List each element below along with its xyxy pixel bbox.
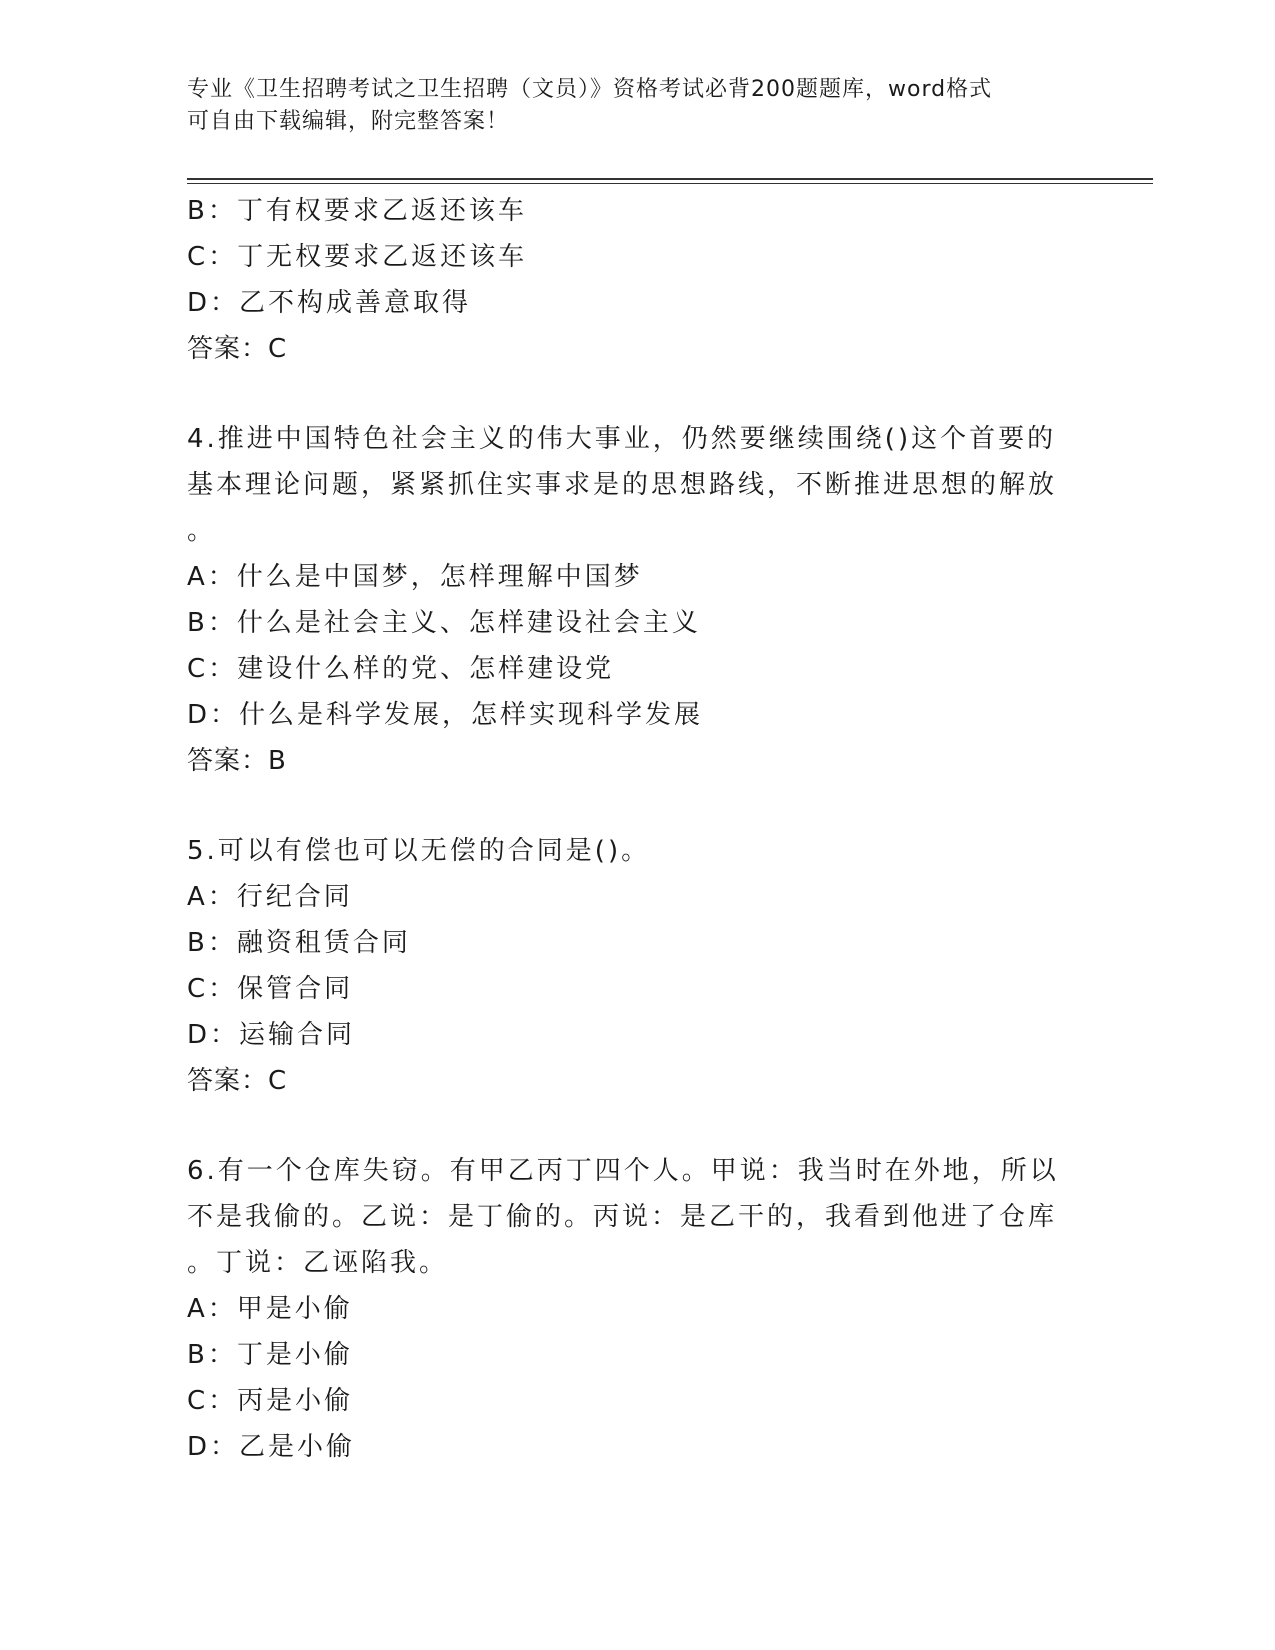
question-stem-line: 基本理论问题，紧紧抓住实事求是的思想路线，不断推进思想的解放 — [187, 470, 1058, 500]
question-5 — [187, 828, 1067, 1104]
answer-label: 答案：C — [187, 334, 288, 364]
option-b: B：丁有权要求乙返还该车 — [187, 196, 527, 226]
spacer — [187, 372, 1067, 416]
header-line-2: 可自由下载编辑，附完整答案！ — [187, 109, 510, 134]
option-c: C：保管合同 — [187, 974, 354, 1004]
option-a: A：甲是小偷 — [187, 1294, 353, 1324]
spacer — [187, 784, 1067, 828]
question-stem-line: 4.推进中国特色社会主义的伟大事业，仍然要继续围绕()这个首要的 — [187, 424, 1057, 454]
document-header — [187, 74, 1067, 138]
question-stem-line: 6.有一个仓库失窃。有甲乙丙丁四个人。甲说：我当时在外地，所以 — [187, 1156, 1059, 1186]
answer-label: 答案：B — [187, 746, 287, 776]
option-b: B：丁是小偷 — [187, 1340, 353, 1370]
question-3-remainder — [187, 188, 1067, 372]
question-6 — [187, 1148, 1067, 1470]
question-stem-line: 不是我偷的。乙说：是丁偷的。丙说：是乙干的，我看到他进了仓库 — [187, 1202, 1058, 1232]
question-stem-line: 。丁说：乙诬陷我。 — [187, 1248, 449, 1278]
question-4 — [187, 416, 1067, 784]
answer-label: 答案：C — [187, 1066, 288, 1096]
option-d: D：运输合同 — [187, 1020, 356, 1050]
header-divider-thick — [187, 178, 1153, 180]
question-list — [187, 188, 1067, 1470]
option-b: B：融资租赁合同 — [187, 928, 411, 958]
option-a: A：行纪合同 — [187, 882, 353, 912]
header-line-1: 专业《卫生招聘考试之卫生招聘（文员）》资格考试必背200题题库，word格式 — [187, 77, 993, 102]
spacer — [187, 1104, 1067, 1148]
option-d: D：乙不构成善意取得 — [187, 288, 472, 318]
option-c: C：建设什么样的党、怎样建设党 — [187, 654, 615, 684]
question-stem-line: 5.可以有偿也可以无偿的合同是()。 — [187, 836, 651, 866]
option-d: D：乙是小偷 — [187, 1432, 356, 1462]
question-stem-line: 。 — [187, 516, 217, 546]
option-c: C：丙是小偷 — [187, 1386, 354, 1416]
option-a: A：什么是中国梦，怎样理解中国梦 — [187, 562, 643, 592]
header-divider-thin — [187, 183, 1153, 184]
option-b: B：什么是社会主义、怎样建设社会主义 — [187, 608, 701, 638]
option-c: C：丁无权要求乙返还该车 — [187, 242, 528, 272]
option-d: D：什么是科学发展，怎样实现科学发展 — [187, 700, 704, 730]
